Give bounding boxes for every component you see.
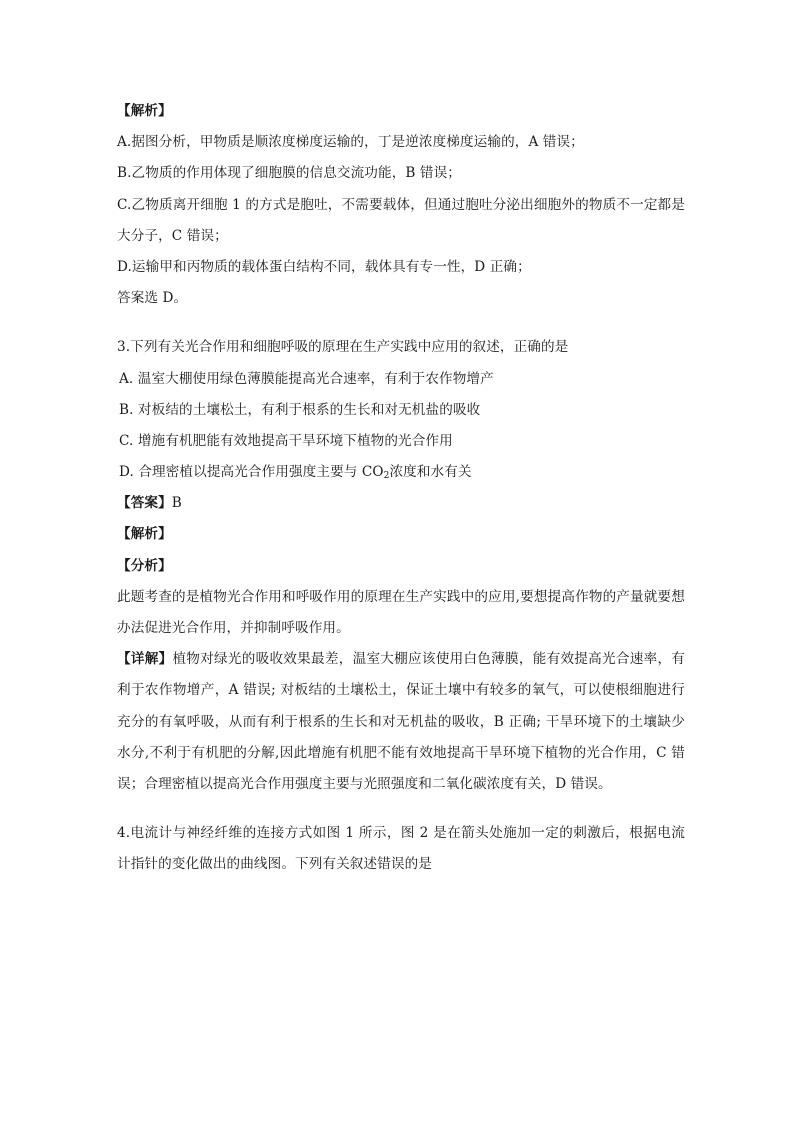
q3-detail-label: 【详解】 [117, 651, 173, 668]
q3-answer-value: B [171, 495, 182, 512]
q3-analysis-text: 此题考查的是植物光合作用和呼吸作用的原理在生产实践中的应用,要想提高作物的产量就要想办法促进光合作用，并抑制呼吸作用。 [117, 588, 685, 637]
q2-explain-line-d: D.运输甲和丙物质的载体蛋白结构不同，载体具有专一性，D 正确； [117, 258, 531, 275]
q2-explain-line-c: C.乙物质离开细胞 1 的方式是胞吐，不需要载体，但通过胞吐分泌出细胞外的物质不一定都是大分子，C 错误； [117, 196, 685, 244]
co2-subscript: 2 [383, 471, 390, 482]
q3-option-c: C. 增施有机肥能有效地提高干旱环境下植物的光合作用 [119, 432, 453, 449]
q3-stem: 3.下列有关光合作用和细胞呼吸的原理在生产实践中应用的叙述，正确的是 [117, 339, 569, 356]
q3-option-d [117, 457, 685, 488]
q2-explain-line-b: B.乙物质的作用体现了细胞膜的信息交流功能，B 错误； [117, 165, 461, 182]
q3-analysis-heading: 【分析】 [117, 557, 172, 574]
q3-answer-label: 【答案】 [117, 495, 172, 512]
q2-answer-line: 答案选 D。 [117, 290, 188, 307]
q4-stem: 4.电流计与神经纤维的连接方式如图 1 所示，图 2 是在箭头处施加一定的刺激后，根据电流计指针的变化做出的曲线图。下列有关叙述错误的是 [117, 825, 685, 873]
document-page [117, 96, 685, 881]
q2-explain-heading: 【解析】 [117, 103, 172, 119]
spacer [117, 800, 685, 818]
q3-option-a: A. 温室大棚使用绿色薄膜能提高光合速率，有利于农作物增产 [119, 370, 494, 387]
q3-answer [117, 488, 685, 519]
q3-detail [117, 644, 685, 800]
spacer [117, 314, 685, 332]
q3-option-b: B. 对板结的土壤松土，有利于根系的生长和对无机盐的吸收 [119, 401, 481, 418]
q2-explain-line-a: A.据图分析，甲物质是顺浓度梯度运输的，丁是逆浓度梯度运输的，A 错误； [117, 134, 584, 151]
q3-detail-text: 植物对绿光的吸收效果最差，温室大棚应该使用白色薄膜，能有效提高光合速率，有利于农作物增产，A 错误; 对板结的土壤松土，保证土壤中有较多的氧气，可以使根细胞进行充分的有氧呼吸，从而有利于根系的生长和对无机盐的吸收，B 正确; 干旱环境下的土壤缺少水分,不利于有机肥的分解,因此增施有机肥不能有效地提高干旱环境下植物的光合作用，C 错误；合理密植以提高光合作用强度主要与光照强度和二氧化碳浓度有关，D 错误。 [117, 651, 685, 793]
q3-option-d-tail: 浓度和水有关 [389, 464, 472, 481]
q3-explain-heading: 【解析】 [117, 526, 172, 543]
q3-option-d-text: D. 合理密植以提高光合作用强度主要与 CO [119, 464, 384, 481]
